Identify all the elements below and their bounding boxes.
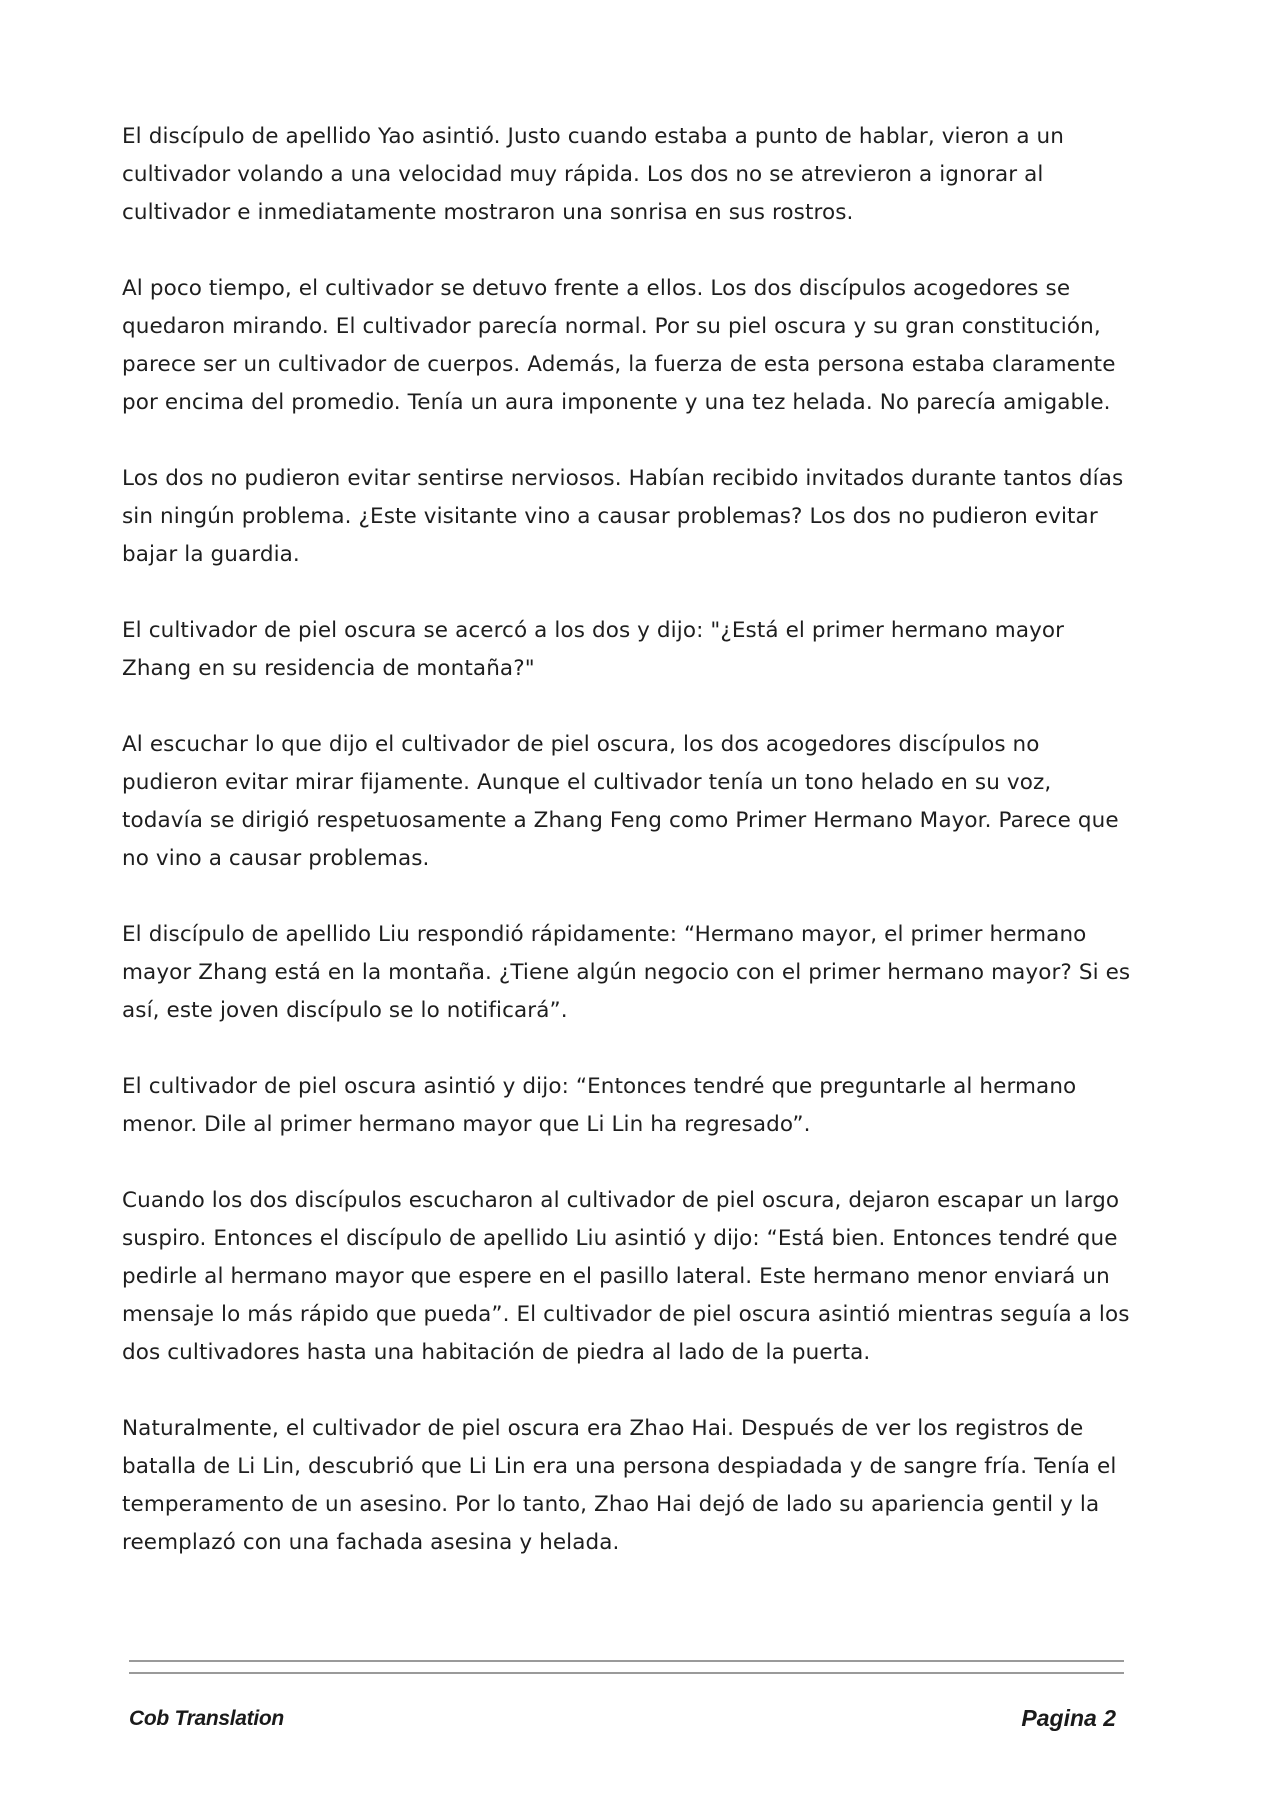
paragraph: Naturalmente, el cultivador de piel oscura era Zhao Hai. Después de ver los registros de batalla de Li Lin, descubrió que Li Lin era una persona despiadada y de sangre fría. Tenía el temperamento de un asesino. Por lo tanto, Zhao Hai dejó de lado su apariencia gentil y la reemplazó con una fachada asesina y helada.	[122, 1416, 1117, 1555]
footer-divider	[129, 1660, 1124, 1674]
footer-rule-bottom	[129, 1672, 1124, 1674]
paragraph: El discípulo de apellido Liu respondió rápidamente: “Hermano mayor, el primer hermano mayor Zhang está en la montaña. ¿Tiene algún negocio con el primer hermano mayor? Si es así, este joven discípulo se lo notificará”.	[122, 922, 1131, 1023]
footer-publisher: Cob Translation	[129, 1707, 284, 1730]
paragraph: El discípulo de apellido Yao asintió. Justo cuando estaba a punto de hablar, vieron a un cultivador volando a una velocidad muy rápida. Los dos no se atrevieron a ignorar al cultivador e inmediatamente mostraron una sonrisa en sus rostros.	[122, 124, 1064, 225]
paragraph: Los dos no pudieron evitar sentirse nerviosos. Habían recibido invitados durante tantos días sin ningún problema. ¿Este visitante vino a causar problemas? Los dos no pudieron evitar bajar la guardia.	[122, 466, 1124, 567]
footer-rule-top	[129, 1660, 1124, 1662]
paragraph: Al poco tiempo, el cultivador se detuvo frente a ellos. Los dos discípulos acogedores se quedaron mirando. El cultivador parecía normal. Por su piel oscura y su gran constitución, parece ser un cultivador de cuerpos. Además, la fuerza de esta persona estaba claramente por encima del promedio. Tenía un aura imponente y una tez helada. No parecía amigable.	[122, 276, 1116, 415]
paragraph: El cultivador de piel oscura se acercó a los dos y dijo: "¿Está el primer hermano mayor Zhang en su residencia de montaña?"	[122, 618, 1065, 681]
paragraph: Cuando los dos discípulos escucharon al cultivador de piel oscura, dejaron escapar un largo suspiro. Entonces el discípulo de apellido Liu asintió y dijo: “Está bien. Entonces tendré que pedirle al hermano mayor que espere en el pasillo lateral. Este hermano menor enviará un mensaje lo más rápido que pueda”. El cultivador de piel oscura asintió mientras seguía a los dos cultivadores hasta una habitación de piedra al lado de la puerta.	[122, 1188, 1130, 1365]
footer-page-number: Pagina 2	[1021, 1705, 1116, 1731]
paragraph: El cultivador de piel oscura asintió y dijo: “Entonces tendré que preguntarle al hermano menor. Dile al primer hermano mayor que Li Lin ha regresado”.	[122, 1074, 1077, 1137]
paragraph: Al escuchar lo que dijo el cultivador de piel oscura, los dos acogedores discípulos no pudieron evitar mirar fijamente. Aunque el cultivador tenía un tono helado en su voz, todavía se dirigió respetuosamente a Zhang Feng como Primer Hermano Mayor. Parece que no vino a causar problemas.	[122, 732, 1119, 871]
body-text	[122, 118, 1132, 1600]
